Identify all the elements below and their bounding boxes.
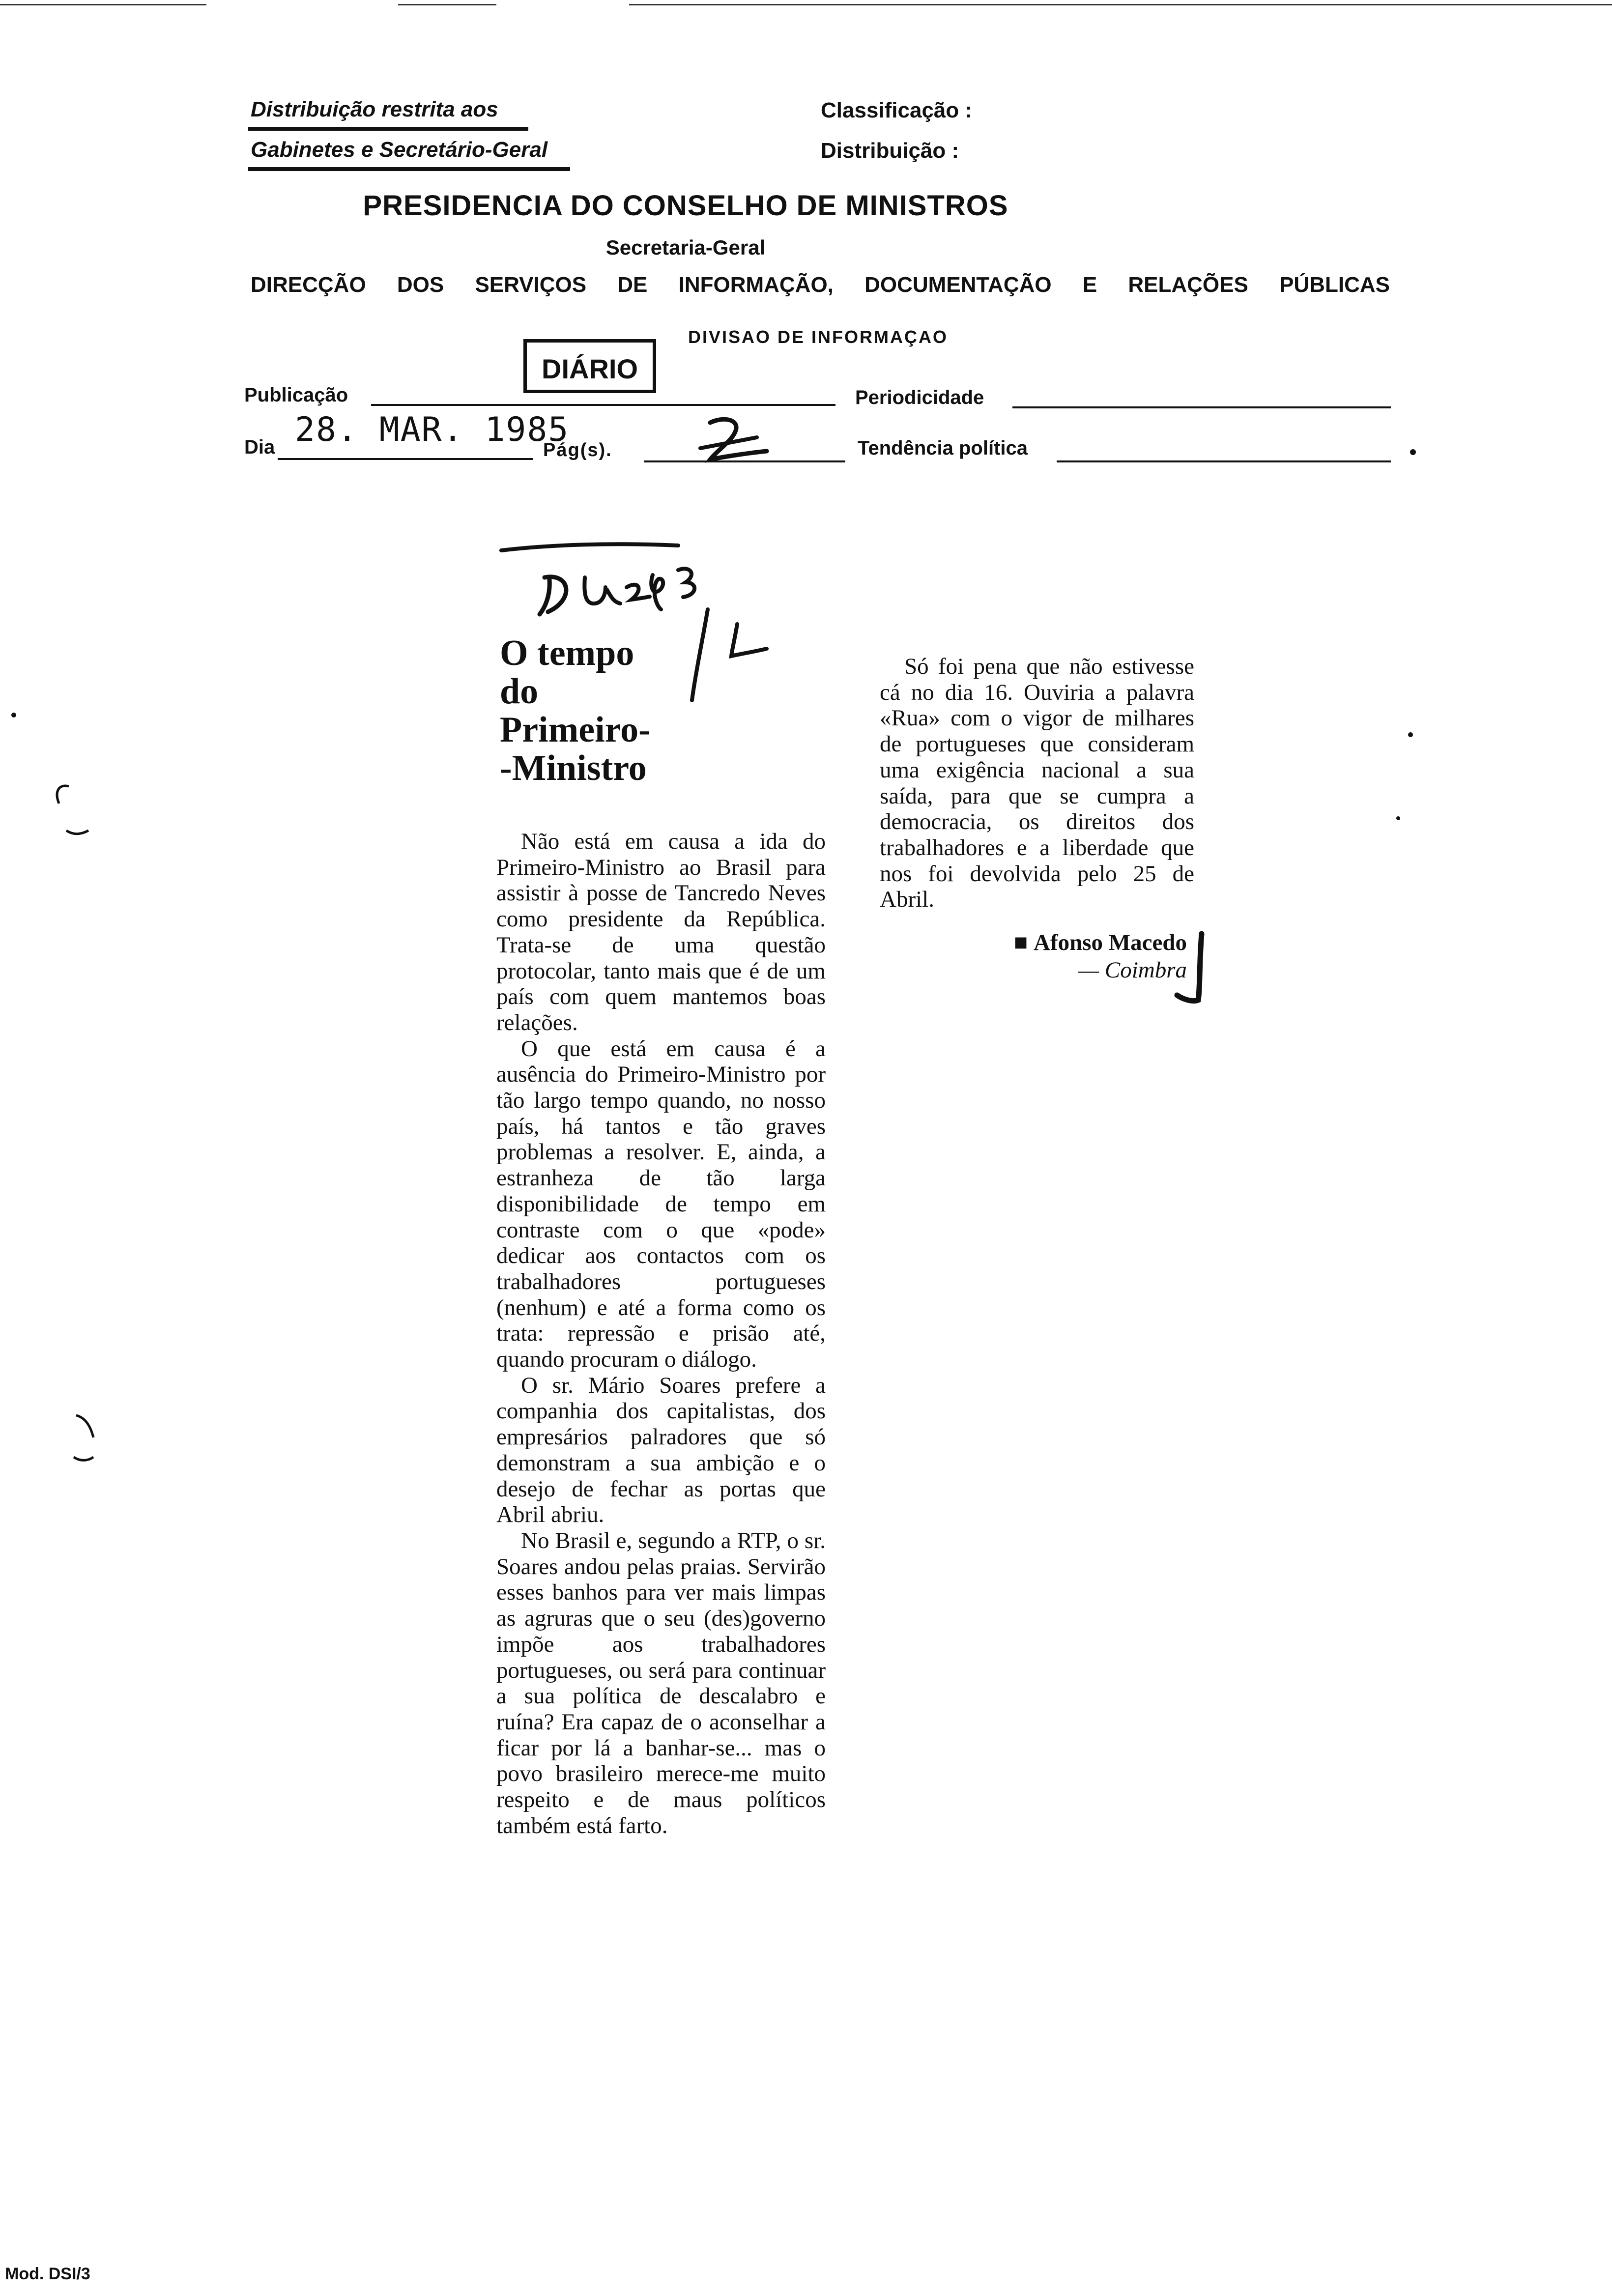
- headline-line: do: [500, 671, 539, 712]
- distribution-restricted-line1: Distribuição restrita aos: [251, 97, 498, 121]
- handwritten-reference-stroke: [651, 575, 663, 609]
- directorate-word: DOCUMENTAÇÃO: [864, 273, 1052, 297]
- scan-speck: [1396, 816, 1400, 820]
- handwritten-reference-stroke: [540, 577, 566, 614]
- scan-mark: [57, 786, 88, 834]
- article-paragraph: Só foi pena que não estivesse cá no dia 16. Ouviria a palavra «Rua» com o vigor de milhares de portugueses que consideram uma exigência nacional a sua saída, para que se cumpra a democracia, os direitos dos trabalhadores e a liberdade que nos foi devolvida pelo 25 de Abril.: [880, 654, 1194, 913]
- publication-stamp: DIÁRIO: [523, 339, 656, 393]
- directorate-word: SERVIÇOS: [475, 273, 587, 297]
- directorate-word: RELAÇÕES: [1128, 273, 1248, 297]
- scan-speck: [1408, 732, 1413, 737]
- handwritten-reference-stroke: [501, 544, 678, 550]
- headline-line: O tempo: [500, 633, 634, 673]
- classification-label: Classificação :: [821, 98, 973, 122]
- scan-mark: [74, 1415, 93, 1460]
- page-subtitle: Secretaria-Geral: [605, 236, 766, 259]
- scan-speck: [1410, 449, 1416, 455]
- headline-line: -Ministro: [500, 748, 647, 788]
- division-label: DIVISAO DE INFORMAÇAO: [688, 327, 949, 347]
- article-paragraph: No Brasil e, segundo a RTP, o sr. Soares andou pelas praias. Servirão esses banhos para ver mais limpas as agruras que o seu (des)governo impõe aos trabalhadores portugueses, ou será para continuar a sua política de descalabro e ruína? Era capaz de o aconselhar a ficar por lá a banhar-se... mas o povo brasileiro merece-me muito respeito e de maus políticos também está farto.: [496, 1527, 826, 1838]
- article-headline: [500, 634, 706, 787]
- scan-speck: [11, 713, 16, 718]
- author-name: Afonso Macedo: [1034, 930, 1187, 955]
- distribution-restricted-line2: Gabinetes e Secretário-Geral: [251, 138, 548, 162]
- publication-label: Publicação: [244, 384, 348, 406]
- headline-line: Primeiro-: [500, 710, 651, 750]
- distribution-label: Distribuição :: [821, 139, 959, 163]
- article-signature: [880, 929, 1187, 984]
- directorate-word: PÚBLICAS: [1279, 273, 1390, 297]
- article-column-left: [496, 829, 826, 1838]
- directorate-word: INFORMAÇÃO,: [678, 273, 834, 297]
- author-location: — Coimbra: [1078, 957, 1187, 983]
- article-paragraph: Não está em causa a ida do Primeiro-Ministro ao Brasil para assistir à posse de Tancredo Neves como presidente da República. Trata-se de uma questão protocolar, tanto mais que é de um país com quem mantemos boas relações.: [496, 829, 826, 1035]
- directorate-word: E: [1082, 273, 1097, 297]
- article-paragraph: O que está em causa é a ausência do Primeiro-Ministro por tão largo tempo quando, no nosso país, há tantos e tão graves problemas a resolver. E, ainda, a estranheza de tão larga disponibilidade de tempo em contraste com o que «pode» dedicar aos contactos com os trabalhadores portugueses (nenhum) e até a forma como os trata: repressão e prisão até, quando procuram o diálogo.: [496, 1035, 826, 1373]
- pages-label: Pág(s).: [543, 440, 612, 460]
- handwritten-reference-stroke: [584, 577, 620, 603]
- article-paragraph: O sr. Mário Soares prefere a companhia dos capitalistas, dos empresários palradores que só demonstram a sua ambição e o desejo de fechar as portas que Abril abriu.: [496, 1372, 826, 1528]
- periodicity-label: Periodicidade: [855, 387, 984, 408]
- form-code: Mod. DSI/3: [5, 2265, 90, 2283]
- directorate-word: DOS: [397, 273, 444, 297]
- day-label: Dia: [244, 436, 275, 458]
- tendency-label: Tendência política: [858, 437, 1028, 459]
- directorate-word: DIRECÇÃO: [251, 273, 366, 297]
- date-stamp: 28. MAR. 1985: [295, 410, 570, 449]
- article-column-right: [880, 654, 1194, 913]
- handwritten-reference-stroke: [627, 585, 650, 600]
- handwritten-reference-stroke: [678, 569, 694, 597]
- author-bullet: ■: [1013, 930, 1028, 955]
- page-title: PRESIDENCIA DO CONSELHO DE MINISTROS: [363, 190, 1008, 222]
- directorate-word: DE: [617, 273, 648, 297]
